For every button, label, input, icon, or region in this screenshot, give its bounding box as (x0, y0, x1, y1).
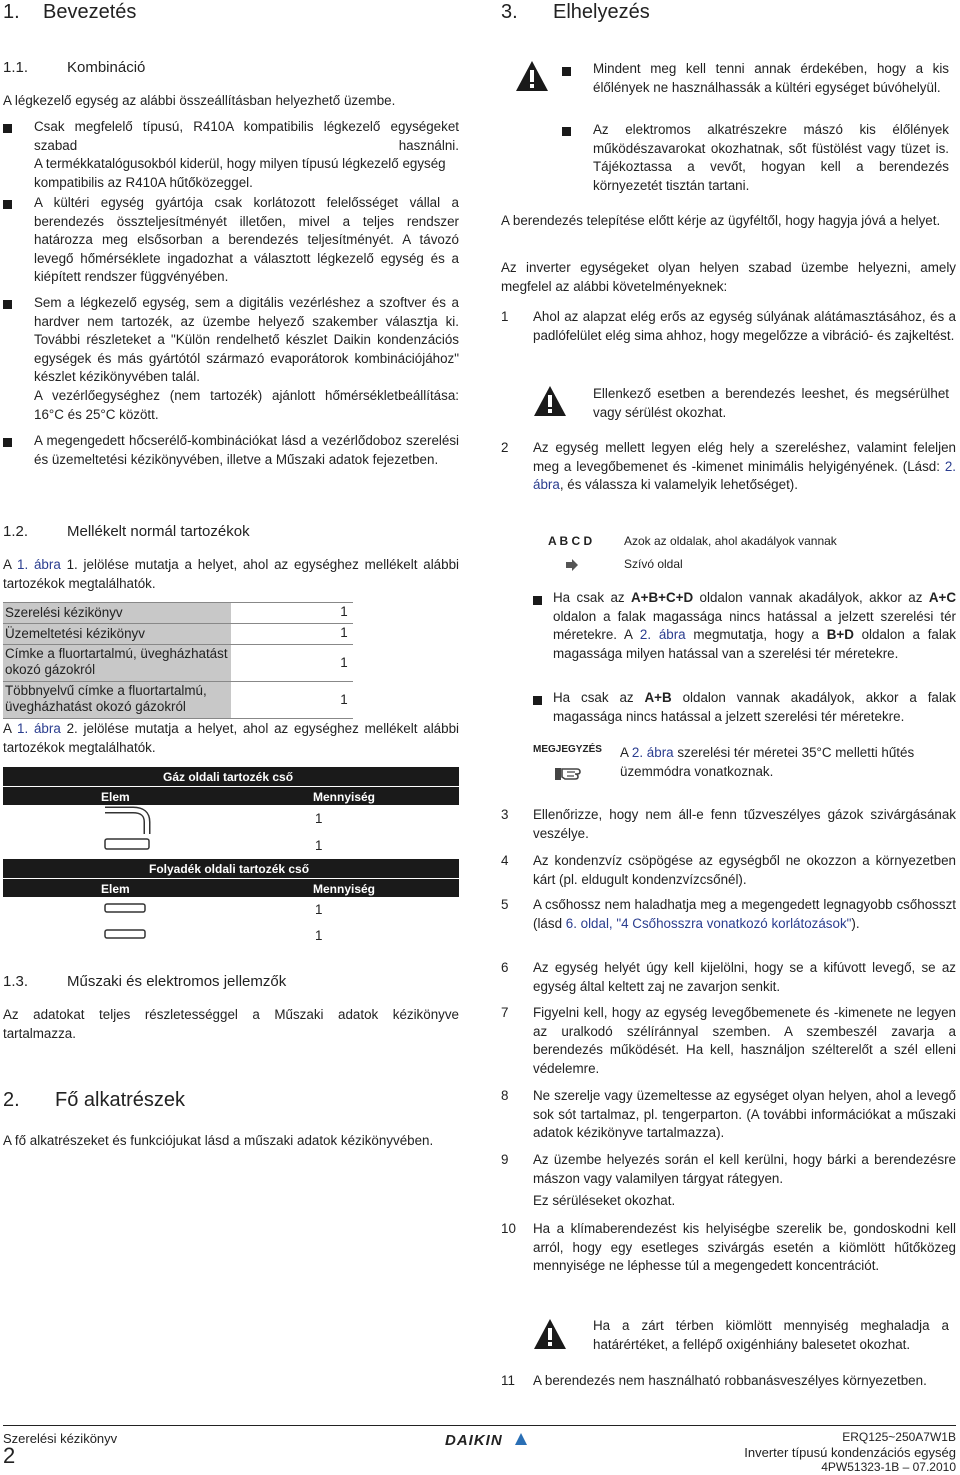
bullet-marker (3, 300, 12, 309)
item-2-text: Az egység mellett legyen elég hely a szereléshez, valamint feleljen meg a levegőbemenet és -kimenet minimális helyigényének. (Lásd: 2. ábra, és válassza ki valamelyik lehetőséget). (533, 440, 956, 493)
bullet-felelosseg: A kültéri egység gyártója csak korlátozott felelősséget vállal a berendezés összteljesítményét illetően, mivel a teljes rendszer határozza meg elsősorban a berendezés teljesítményét. A távozó levegő hőmérséklete ingadozhat a választott légkezelő egység és a kiépített rendszer függvényében. (34, 195, 459, 285)
csohossz-link[interactable]: 6. oldal, "4 Csőhosszra vonatkozó korlátozások" (565, 915, 852, 931)
item-8-text: Ne szerelje vagy üzemeltesse az egységet olyan helyen, ahol a levegő sok sót tartalmaz, pl. tengerparton. (A további információkat a műszaki adatok kézikönyve tartalmazza). (533, 1088, 956, 1141)
note-label: MEGJEGYZÉS (533, 744, 602, 755)
abra2-link[interactable]: 2. ábra (533, 458, 956, 493)
item-number: 7 (501, 1005, 509, 1020)
footer-page-number: 2 (3, 1443, 16, 1468)
table-row: Címke a fluortartalmú, üvegházhatást okozó gázokról 1 (3, 644, 353, 681)
abra2-link[interactable]: 2. ábra (639, 627, 686, 643)
bullet-szoftver: Sem a légkezelő egység, sem a digitális vezérléshez a szoftver és a hardver nem tartozék, az üzembe helyező szakember választja ki. További részleteket a "Külön rendelhető készlet Daikin kondenzációs egységek és más gyártótól származó evaporátorok kombinációjához" készlet kézikönyvében talál. A vezérlőegységhez (nem tartozék) ajánlott hőmérsékletbeállítása: 16°C és 25°C között. (34, 295, 459, 422)
item-number: 9 (501, 1152, 509, 1167)
arrow-icon (565, 558, 579, 578)
section-title-fo-alkatreszek: 2. Fő alkatrészek (3, 1089, 186, 1111)
item-number: 8 (501, 1088, 509, 1103)
subsection-title-kombinacio: 1.1. Kombináció (3, 59, 146, 76)
item-1-text: Ahol az alapzat elég erős az egység súlyának alátámasztásához, és a padlófelület elég sima ahhoz, hogy megelőzze a vibráció- és zajkeltést. (533, 309, 956, 343)
abra2-link[interactable]: 1. ábra (17, 721, 61, 736)
item-4-text: Az kondenzvíz csöpögése az egységből ne okozzon a környezetben kárt (pl. eldugult kondenzvízcsőnél). (533, 853, 956, 887)
daikin-logo-mark (514, 1432, 528, 1452)
liquid-qty-2: 1 (315, 928, 323, 943)
gas-qty-1: 1 (315, 811, 323, 826)
footer-divider (3, 1425, 956, 1426)
bullet-marker (3, 438, 12, 447)
item-6-text: Az egység helyét úgy kell kijelölni, hogy se a kifúvott levegő, se az egység által keltett zaj ne zavarjon senkit. (533, 960, 956, 994)
bullet-marker (533, 596, 542, 605)
warning-icon (515, 60, 549, 92)
accessory-table (3, 602, 353, 719)
warning-2-text: Ellenkező esetben a berendezés leeshet, és megsérülhet vagy sérülést okozhat. (593, 386, 949, 420)
muszaki-paragraph: Az adatokat teljes részletességgel a Műszaki adatok kézikönyve tartalmazza. (3, 1007, 459, 1041)
legend-abcd-text: Azok az oldalak, ahol akadályok vannak (624, 534, 837, 548)
item-number: 5 (501, 897, 509, 912)
liquid-pipe-image-2 (103, 926, 153, 948)
legend-arrow-text: Szívó oldal (624, 557, 683, 571)
warning-bullet-1: Mindent meg kell tenni annak érdekében, hogy a kis élőlények ne használhassák a kültéri egységet búvóhelyül. (593, 61, 949, 95)
gas-qty-2: 1 (315, 838, 323, 853)
item-number: 3 (501, 807, 509, 822)
gas-pipe-straight-image (103, 836, 153, 858)
footer-manual-title: Szerelési kézikönyv (3, 1431, 118, 1446)
legend-abcd: A B C D (548, 534, 593, 548)
note-hand-icon (553, 760, 583, 790)
col-elem: Elem (101, 790, 130, 804)
item-number: 4 (501, 853, 509, 868)
col-mennyiseg: Mennyiség (313, 790, 376, 804)
abra1-paragraph: A 1. ábra 1. jelölése mutatja a helyet, ahol az egységhez mellékelt alábbi tartozékok megtalálhatók. (3, 557, 459, 591)
item-5-text: A csőhossz nem haladhatja meg a megengedett legnagyobb csőhosszt (lásd 6. oldal, "4 Csőhosszra vonatkozó korlátozások"). (533, 897, 956, 931)
abra2-paragraph: A 1. ábra 2. jelölése mutatja a helyet, ahol az egységhez mellékelt alábbi tartozékok megtalálhatók. (3, 721, 459, 755)
table-row: Többnyelvű címke a fluortartalmú, üvegházhatást okozó gázokról 1 (3, 681, 353, 719)
ugyfel-paragraph: A berendezés telepítése előtt kérje az ügyféltől, hogy hagyja jóvá a helyet. (501, 213, 941, 228)
item-11-text: A berendezés nem használható robbanásveszélyes környezetben. (533, 1373, 927, 1388)
daikin-logo: DAIKIN (445, 1432, 503, 1449)
bullet-marker (3, 200, 12, 209)
liquid-pipe-image (103, 900, 153, 922)
warning-icon (533, 385, 567, 417)
case-bullet-ab: Ha csak az A+B oldalon vannak akadályok, akkor a falak magassága nincs hatással a jelzett szerelési tér méretekre. (553, 690, 956, 724)
fo-alkatreszek-paragraph: A fő alkatrészeket és funkciójukat lásd a műszaki adatok kézikönyvében. (3, 1133, 434, 1148)
item-9-text: Az üzembe helyezés során el kell kerülni, hogy bárki a berendezésre mászon vagy valamilyen tárgyat rátegyen. Ez sérüléseket okozhat. (533, 1152, 956, 1209)
abra2-link[interactable]: 2. ábra (631, 745, 674, 760)
gas-pipe-header: Gáz oldali tartozék cső Elem Mennyiség (3, 767, 459, 805)
subsection-title-muszaki: 1.3. Műszaki és elektromos jellemzők (3, 973, 287, 990)
liquid-pipe-header: Folyadék oldali tartozék cső Elem Mennyiség (3, 859, 459, 897)
table-row: Szerelési kézikönyv 1 (3, 602, 353, 623)
item-number: 1 (501, 309, 509, 324)
bullet-marker (533, 696, 542, 705)
case-bullet-abcd: Ha csak az A+B+C+D oldalon vannak akadályok, akkor az A+C oldalon a falak magassága nincs hatással a jelzett szerelési tér méretekre. A 2. ábra megmutatja, hogy a B+D oldalon a falak magassága milyen hatással van a szerelési tér méretekre. (553, 590, 956, 661)
warning-3-text: Ha a zárt térben kiömlött mennyiség meghaladja a határértéket, a fellépő oxigénhiány balesetet okozhat. (593, 1318, 949, 1352)
bullet-marker (562, 127, 571, 136)
subsection-title-mellekelt: 1.2. Mellékelt normál tartozékok (3, 523, 250, 540)
item-10-text: Ha a klímaberendezést kis helyiségbe szerelik be, gondoskodni kell arról, hogy egy esetleges szivárgás esetén a kiömlött hűtőközeg mennyisége ne léphesse túl a megengedett koncentrációt. (533, 1221, 956, 1274)
note-text: A 2. ábra szerelési tér méretei 35°C melletti hűtés üzemmódra vonatkoznak. (620, 745, 915, 779)
inverter-paragraph: Az inverter egységeket olyan helyen szabad üzembe helyezni, amely megfelel az alábbi követelményeknek: (501, 260, 956, 294)
liquid-qty-1: 1 (315, 902, 323, 917)
bullet-marker (562, 67, 571, 76)
warning-icon (533, 1318, 567, 1350)
table-row: Üzemeltetési kézikönyv 1 (3, 623, 353, 644)
section-title-elhelyezes: 3. Elhelyezés (501, 1, 650, 23)
bullet-hocserelo: A megengedett hőcserélő-kombinációkat lásd a vezérlődoboz szerelési és üzemeltetési kézikönyvében, illetve a Műszaki adatok fejezetben. (34, 433, 459, 467)
item-7-text: Figyelni kell, hogy az egység levegőbemenete és -kimenete ne legyen az uralkodó szélíránnyal szemben. A szembeszél zavarja a berendezés működését. Ha kell, használjon szélterelőt a szél elleni védelemre. (533, 1005, 956, 1076)
warning-bullet-2: Az elektromos alkatrészekre mászó kis élőlények működészavarokat okozhatnak, sőt füstölést vagy tüzet is. Tájékoztassa a vevőt, hogyan kell a berendezés környezetét tisztán tartani. (593, 122, 949, 193)
item-3-text: Ellenőrizze, hogy nem áll-e fenn tűzveszélyes gázok szivárgásának veszélye. (533, 807, 956, 841)
bullet-marker (3, 124, 12, 133)
item-number: 2 (501, 440, 509, 455)
bullet-r410a: Csak megfelelő típusú, R410A kompatibilis légkezelő egységeket szabad használni. A termékkatalógusokból kiderül, hogy milyen típusú légkezelő egység kompatibilis az R410A hűtőközeggel. (34, 119, 459, 190)
kombinacio-intro: A légkezelő egység az alábbi összeállításban helyezhető üzembe. (3, 93, 396, 108)
item-number: 6 (501, 960, 509, 975)
abra1-link[interactable]: 1. ábra (17, 557, 61, 572)
section-title-bevezetes: 1. Bevezetés (3, 1, 137, 23)
footer-model-block: ERQ125~250A7W1B Inverter típusú kondenzációs egység 4PW51323-1B – 07.2010 (744, 1430, 956, 1474)
item-number: 11 (501, 1373, 515, 1388)
item-number: 10 (501, 1221, 516, 1236)
